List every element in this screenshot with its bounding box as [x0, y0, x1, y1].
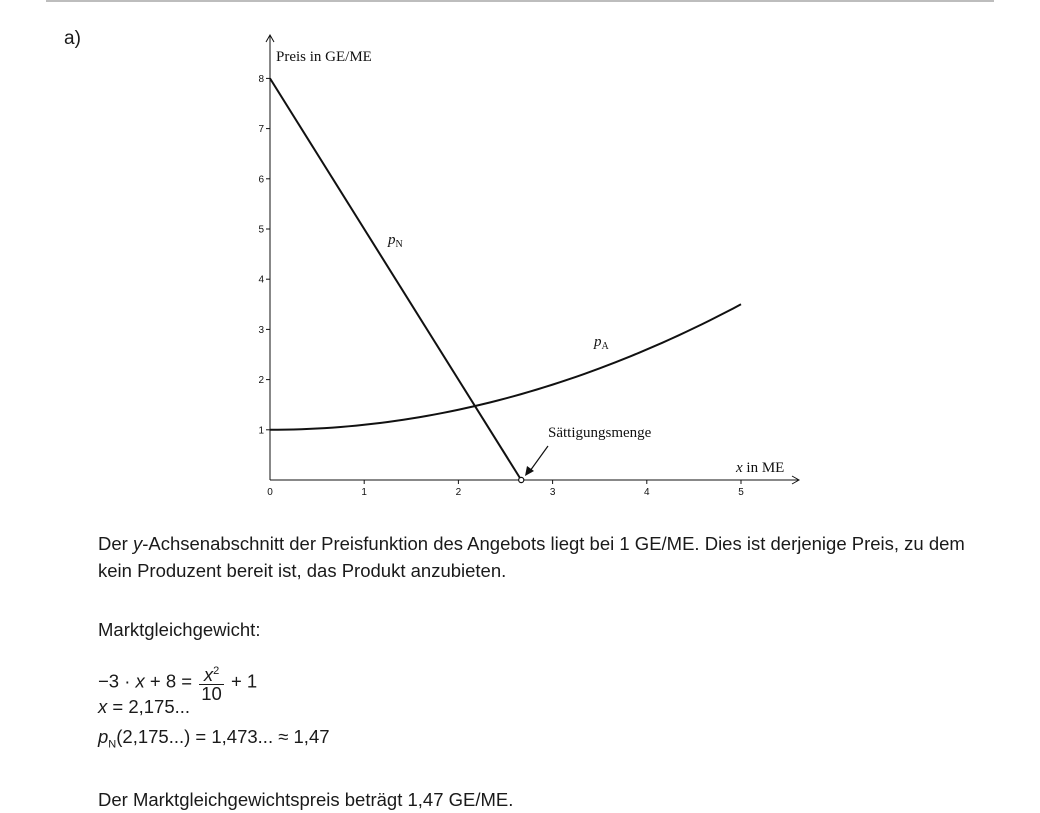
y-tick-label: 7 [258, 124, 264, 136]
y-tick-label: 3 [258, 324, 264, 336]
chart-curves [270, 78, 741, 482]
part-label: a) [64, 28, 81, 49]
result-paragraph: Der Marktgleichgewichtspreis beträgt 1,47 GE/ME. [98, 789, 514, 810]
equation-block [98, 662, 330, 752]
pA-label: $p_A$ [594, 334, 609, 352]
x-tick-label: 1 [361, 487, 367, 498]
equation-line-3: $p_N(2,175...) = 1,473$... ≈ 1,47 [98, 726, 330, 751]
equation-line-1: −3 · x + 8 = $\frac{x^2}{10}$ + 1 [98, 662, 330, 692]
x-tick-label: 2 [455, 487, 462, 498]
y-tick-label: 4 [258, 274, 264, 286]
equilibrium-heading: Marktgleichgewicht: [98, 619, 261, 640]
saturation-point [519, 477, 524, 482]
x-tick-label: 4 [644, 487, 650, 498]
x-tick-label: 5 [738, 487, 744, 498]
chart-ticks [258, 74, 744, 498]
x-tick-label: 3 [549, 487, 556, 498]
chart-labels [276, 49, 784, 476]
y-tick-label: 2 [258, 375, 264, 387]
y-tick-label: 1 [258, 425, 264, 437]
intercept-paragraph: Der y-Achsenabschnitt der Preisfunktion des Angebots liegt bei 1 GE/ME. Dies ist derjenige Preis, zu dem kein Produzent bereit ist, das Produkt anzubieten. [98, 533, 965, 581]
fraction: $\frac{x^2}{10}$ [199, 662, 224, 703]
saturation-label: Sättigungsmenge [548, 425, 652, 441]
equation-line-2: x = 2,175... [98, 696, 191, 717]
y-tick-label: 8 [258, 73, 264, 85]
x-axis-label: x in ME [736, 460, 785, 476]
pN-line [270, 78, 521, 480]
chart-axes [266, 35, 799, 484]
y-tick-label: 6 [258, 174, 264, 186]
y-tick-label: 5 [258, 224, 264, 236]
x-tick-label: 0 [267, 487, 273, 498]
pA-curve [270, 304, 741, 430]
y-axis-label: Preis in GE/ME [276, 49, 372, 65]
pN-label: $p_N$ [388, 232, 403, 250]
saturation-pointer [530, 446, 548, 471]
